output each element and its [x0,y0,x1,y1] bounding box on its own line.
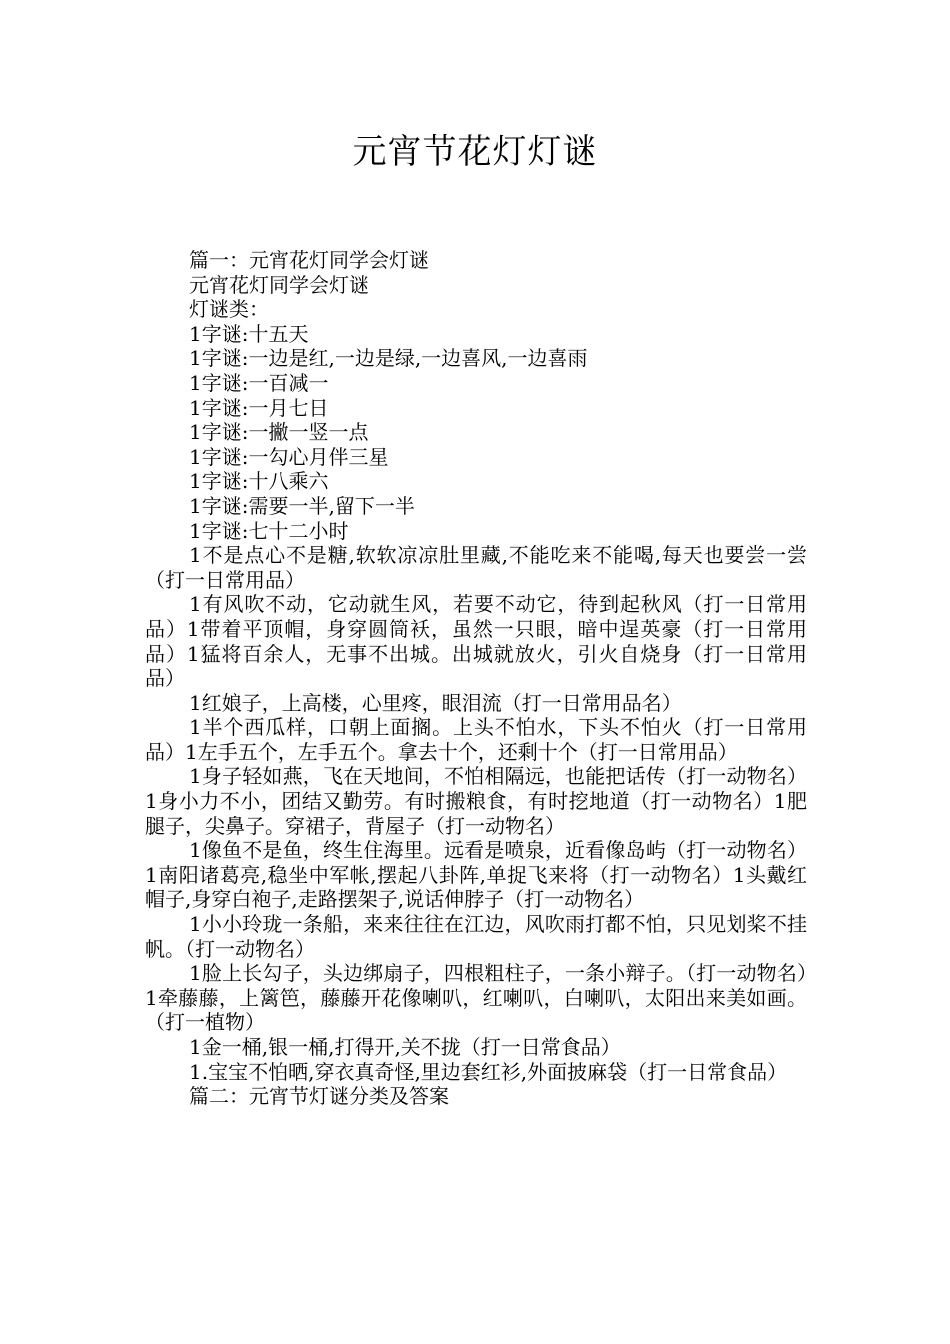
section-heading: 篇二：元宵节灯谜分类及答案 [189,1084,449,1109]
riddle-paragraph: 1红娘子，上高楼，心里疼，眼泪流（打一日常用品名） [189,690,682,715]
riddle-paragraph: 1身子轻如燕，飞在天地间，不怕相隔远，也能把话传（打一动物名）1身小力不小，团结又勤劳。有时搬粮食，有时挖地道（打一动物名）1肥腿子，尖鼻子。穿裙子，背屋子（打一动物名） [145,764,807,838]
category-label: 灯谜类： [189,297,269,322]
riddle-line: 1字谜:一月七日 [189,395,329,420]
riddle-line: 1字谜:十八乘六 [189,469,329,494]
riddle-paragraph: 1有风吹不动，它动就生风，若要不动它，待到起秋风（打一日常用品）1带着平顶帽，身穿圆筒袄，虽然一只眼，暗中逞英豪（打一日常用品）1猛将百余人，无事不出城。出城就放火，引火自烧身（打一日常用品） [145,592,807,691]
riddle-paragraph: 1像鱼不是鱼，终生住海里。远看是喷泉，近看像岛屿（打一动物名）1南阳诸葛亮,稳坐中军帐,摆起八卦阵,单捉飞来将（打一动物名）1头戴红帽子,身穿白袍子,走路摆架子,说话伸脖子（打一动物名） [145,838,807,912]
riddle-line: 1字谜:十五天 [189,321,309,346]
riddle-line: 1字谜:需要一半,留下一半 [189,493,415,518]
riddle-paragraph: 1.宝宝不怕晒,穿衣真奇怪,里边套红衫,外面披麻袋（打一日常食品） [189,1059,788,1084]
document-title: 元宵节花灯灯谜 [352,132,598,172]
riddle-paragraph: 1不是点心不是糖,软软凉凉肚里藏,不能吃来不能喝,每天也要尝一尝（打一日常用品） [145,543,807,592]
riddle-line: 1字谜:七十二小时 [189,518,349,543]
riddle-line: 1字谜:一百减一 [189,370,329,395]
riddle-line: 1字谜:一边是红,一边是绿,一边喜风,一边喜雨 [189,346,588,371]
riddle-paragraph: 1金一桶,银一桶,打得开,关不拢（打一日常食品） [189,1035,621,1059]
document-body [145,248,807,1109]
riddle-paragraph: 1半个西瓜样，口朝上面搁。上头不怕水，下头不怕火（打一日常用品）1左手五个，左手五个。拿去十个，还剩十个（打一日常用品） [145,715,807,764]
riddle-paragraph: 1脸上长勾子，头边绑扇子，四根粗柱子，一条小辩子。（打一动物名）1牵藤藤，上篱笆，藤藤开花像喇叭，红喇叭，白喇叭，太阳出来美如画。（打一植物） [145,961,807,1035]
section-heading: 篇一：元宵花灯同学会灯谜 [189,248,429,272]
riddle-line: 1字谜:一撇一竖一点 [189,420,369,445]
riddle-paragraph: 1小小玲珑一条船，来来往往在江边，风吹雨打都不怕，只见划桨不挂帆。（打一动物名） [145,912,807,961]
riddle-line: 1字谜:一勾心月伴三星 [189,444,389,469]
subtitle-line: 元宵花灯同学会灯谜 [189,272,369,297]
